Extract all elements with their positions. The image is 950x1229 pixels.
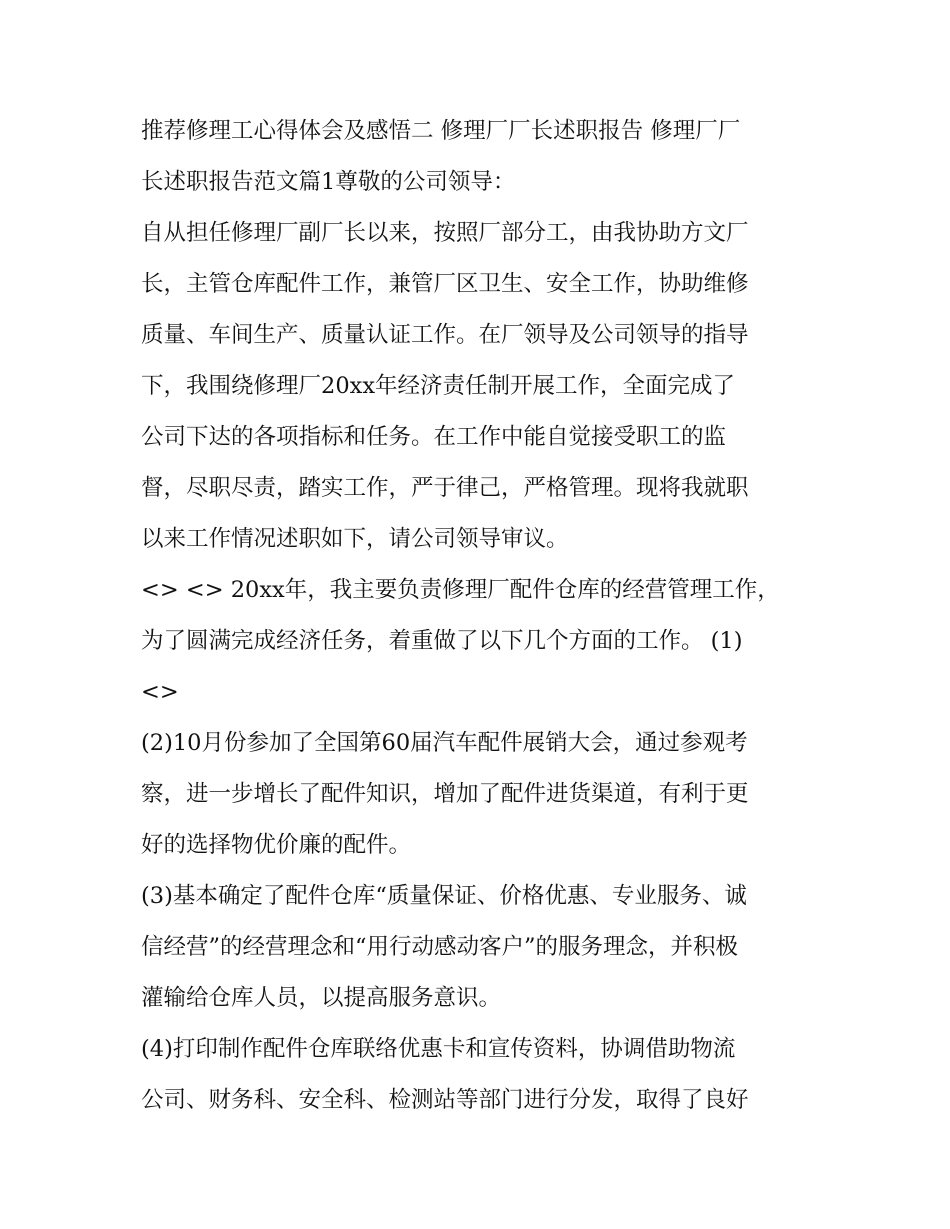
- text-line: 灌输给仓库人员，以提高服务意识。: [141, 985, 502, 1011]
- paragraph-item-4: [141, 1024, 821, 1126]
- text-line: 以来工作情况述职如下，请公司领导审议。: [141, 526, 569, 552]
- paragraph-item-3: [141, 871, 821, 1024]
- text-line: 公司下达的各项指标和任务。在工作中能自觉接受职工的监: [141, 424, 727, 450]
- document-body: [141, 106, 821, 1126]
- text-line: 察，进一步增长了配件知识，增加了配件进货渠道，有利于更: [141, 781, 749, 807]
- paragraph-introduction: [141, 208, 821, 565]
- text-line: 长，主管仓库配件工作，兼管厂区卫生、安全工作，协助维修: [141, 271, 749, 297]
- paragraph-item-2: [141, 718, 821, 871]
- text-line: 自从担任修理厂副厂长以来，按照厂部分工，由我协助方文厂: [141, 220, 749, 246]
- text-line: 推荐修理工心得体会及感悟二 修理厂厂长述职报告 修理厂厂: [141, 118, 741, 144]
- text-line: 好的选择物优价廉的配件。: [141, 832, 412, 858]
- text-line: 下，我围绕修理厂20xx年经济责任制开展工作，全面完成了: [141, 373, 736, 399]
- paragraph-work-overview: [141, 565, 821, 718]
- text-line: 质量、车间生产、质量认证工作。在厂领导及公司领导的指导: [141, 322, 749, 348]
- text-line: (4)打印制作配件仓库联络优惠卡和宣传资料，协调借助物流: [141, 1036, 736, 1062]
- text-line: 为了圆满完成经济任务，着重做了以下几个方面的工作。 (1): [141, 628, 743, 654]
- text-line: 信经营”的经营理念和“用行动感动客户”的服务理念，并积极: [141, 934, 739, 960]
- text-line: 督，尽职尽责，踏实工作，严于律己，严格管理。现将我就职: [141, 475, 749, 501]
- text-line: (2)10月份参加了全国第60届汽车配件展销大会，通过参观考: [141, 730, 748, 756]
- text-line: 长述职报告范文篇1尊敬的公司领导：: [141, 169, 516, 195]
- text-line: <>: [141, 679, 179, 705]
- text-line: <> <> 20xx年，我主要负责修理厂配件仓库的经营管理工作，: [141, 577, 780, 603]
- text-line: (3)基本确定了配件仓库“质量保证、价格优惠、专业服务、诚: [141, 883, 747, 909]
- text-line: 公司、财务科、安全科、检测站等部门进行分发，取得了良好: [141, 1087, 749, 1113]
- paragraph-title: [141, 106, 821, 208]
